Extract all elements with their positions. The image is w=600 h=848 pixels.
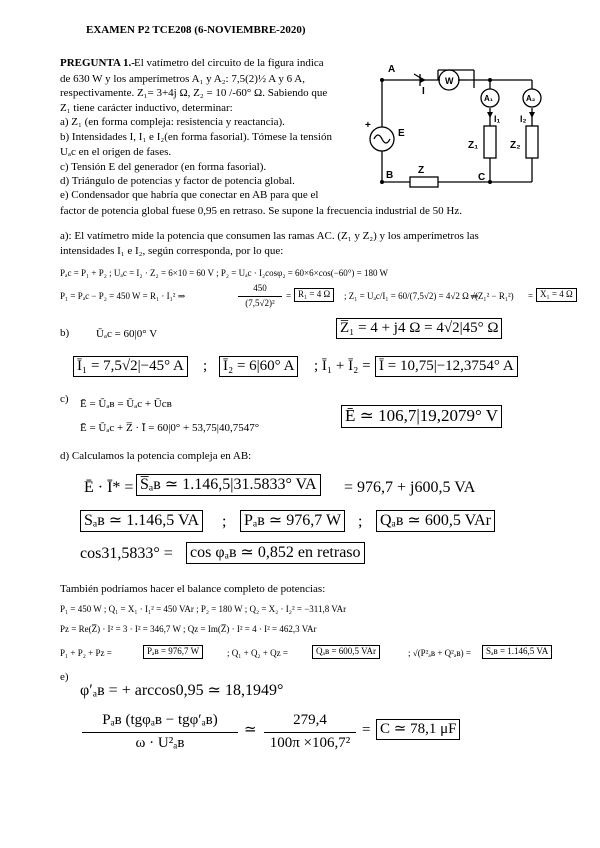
node-b-label: B xyxy=(386,170,394,181)
b-uac: Ūₐc = 60|0° V xyxy=(96,328,158,340)
node-c-label: C xyxy=(478,172,486,183)
z1-impedance xyxy=(484,126,496,158)
question-line: b) Intensidades I, I₁ e I₂(en forma fasorial). Tómese la tensión xyxy=(60,131,332,143)
e-den2: 100π ×106,7² xyxy=(269,735,351,751)
b-i1-result: Ī₁ = 7,5√2|−45° A xyxy=(73,356,188,377)
e-fraction-line-1 xyxy=(82,732,238,733)
d-balance-line-2: Pᴢ = Re(Z̅) · I² = 3 · I² = 346,7 W ; Qᴢ = Im(Z̅) · I² = 4 · I² = 462,3 VAr xyxy=(60,624,317,634)
current-i2-label: I₂ xyxy=(520,114,527,124)
a-equation-2: P₁ = Pₐc − P₂ = 450 W = R₁ · I₁² ⇒ xyxy=(60,291,186,301)
z2-impedance xyxy=(526,126,538,158)
a-equation-1: Pₐc = P₁ + P₂ ; Uₐc = I₂ · Z₂ = 6×10 = 60 V ; P₂ = Uₐc · I₂cosφ₂ = 60×6×cos(−60°) = 180 W xyxy=(60,268,389,278)
circuit-diagram xyxy=(362,56,552,196)
e-num: Pₐʙ (tgφₐʙ − tgφ′ₐʙ) xyxy=(102,712,218,728)
ammeter-2-label: A₂ xyxy=(526,94,536,103)
question-line: d) Triángulo de potencias y factor de potencia global. xyxy=(60,175,295,187)
current-i-label: I xyxy=(422,86,425,97)
b-i2-result: Ī₂ = 6|60° A xyxy=(219,356,298,377)
d-pab-result: Pₐʙ ≃ 976,7 W xyxy=(240,510,345,532)
z2-label: Z₂ xyxy=(510,140,521,151)
d-cos-lhs: cos31,5833° = xyxy=(80,545,173,562)
b-sum: ; Ī₁ + Ī₂ = xyxy=(314,358,371,374)
b-separator: ; xyxy=(203,358,208,374)
d-balance-sum-q: ; Q₁ + Q₂ + Qᴢ = xyxy=(227,648,288,658)
d-balance-line-1: P₁ = 450 W ; Q₁ = X₁ · I₁² = 450 VAr ; P₂ = 180 W ; Q₂ = X₂ · I₂² = −311,8 VAr xyxy=(60,604,347,614)
source-plus-label: + xyxy=(365,120,371,131)
question-line: a) Z₁ (en forma compleja: resistencia y reactancia). xyxy=(60,116,285,128)
question-line: respectivamente. Z₁= 3+4j Ω, Z₂ = 10 /-60° Ω. Sabiendo que xyxy=(60,87,328,99)
a-x1-expression: √(Z₁² − R₁²) xyxy=(470,291,514,301)
current-i1-label: I₁ xyxy=(494,114,501,124)
z1-label: Z₁ xyxy=(468,140,479,151)
e-label: e) xyxy=(60,671,69,683)
a-intro-line: intensidades I₁ e I₂, según corresponda, por lo que: xyxy=(60,245,284,257)
e-approx: ≃ xyxy=(244,722,257,738)
e-phi-prime: φ′ₐʙ = + arccos0,95 ≃ 18,1949° xyxy=(80,682,284,699)
question-line: c) Tensión E del generador (en forma fasorial). xyxy=(60,161,267,173)
b-label: b) xyxy=(60,327,70,339)
node-a-label: A xyxy=(388,64,396,75)
c-equation-2: Ē = Ūₐc + Z̅ · Ī = 60|0° + 53,75|40,7547° xyxy=(80,422,260,434)
question-line: Uₐc en el origen de fases. xyxy=(60,146,172,158)
d-eq-lhs: Ē · Ī* = xyxy=(84,479,134,496)
d-qab-result: Qₐʙ ≃ 600,5 VAr xyxy=(376,510,495,532)
e-capacitor-result: C ≃ 78,1 μF xyxy=(376,719,460,740)
exam-page: EXAMEN P2 TCE208 (6-NOVIEMBRE-2020) PREGUNTA 1.- El vatímetro del circuito de la figura indica de 630 W y los amperímetros A₁ y A₂: 7,5(2)½ A y 6 A, respectivamente. Z₁= 3+4j Ω, Z₂ = 10 /-60° Ω. Sabiendo que Z₁ tiene carácter inductivo, determinar: a) Z₁ (en forma compleja: resistencia y reactancia). b) Intensidades I, I₁ e I₂(en forma fasorial). Tómese la tensión Uₐc en el origen de fases. c) Tensión E del generador (en forma fasorial). d) Triángulo de potencias y factor de potencia global. e) Condensador que habría que conectar en AB para que el factor de potencia global fuese 0,95 en retraso. Se supone la frecuencia industrial de 50 Hz. A I W A₁ A₂ I₁ I₂ Z₁ Z₂ Z E + B C a): El vatímetro mide la potencia que consumen las ramas AC. (Z₁ y Z₂) y los amperímetros las intensidades I₁ e I₂, según corresponda, por lo que: Pₐc = P₁ + P₂ ; Uₐc = I₂ · Z₂ = 6×10 = 60 V ; P₂ = Uₐc · I₂cosφ₂ = 60×6×cos(−60°) = 180 W P₁ = Pₐc − P₂ = 450 W = R₁ · I₁² ⇒ 450 (7,5√2)² = R₁ = 4 Ω ; Z₁ = Uₐc/I₁ = 60/(7,5√2) = 4√2 Ω ⇒ √(Z₁² − R₁²) = X₁ = 4 Ω b) Ūₐc = 60|0° V Z̅₁ = 4 + j4 Ω = 4√2|45° Ω Ī₁ = 7,5√2|−45° A ; Ī₂ = 6|60° A ; Ī₁ + Ī₂ = Ī = 10,75|−12,3754° A c) Ē = Ūₐʙ = Ūₐc + Ūcʙ Ē = Ūₐc + Z̅ · Ī = 60|0° + 53,75|40,7547° Ē ≃ 106,7|19,2079° V d) Calculamos la potencia compleja en AB: Ē · Ī* = S̅ₐʙ ≃ 1.146,5|31.5833° VA = 976,7 + j600,5 VA Sₐʙ ≃ 1.146,5 VA ; Pₐʙ ≃ 976,7 W ; Qₐʙ ≃ 600,5 VAr cos31,5833° = cos φₐʙ ≃ 0,852 en retraso También podríamos hacer el balance completo de potencias: P₁ = 450 W ; Q₁ = X₁ · I₁² = 450 VAr ; P₂ = 180 W ; Q₂ = X₂ · I₂² = −311,8 VAr Pᴢ = Re(Z̅) · I² = 3 · I² = 346,7 W ; Qᴢ = Im(Z̅) · I² = 4 · I² = 462,3 VAr P₁ + P₂ + Pᴢ = Pₐʙ = 976,7 W ; Q₁ + Q₂ + Qᴢ = Qₐʙ = 600,5 VAr ; √(P²ₐʙ + Q²ₐʙ) = Sₐʙ = 1.146,5 VA e) φ′ₐʙ = + arccos0,95 ≃ 18,1949° Pₐʙ (tgφₐʙ − tgφ′ₐʙ) ω · U²ₐʙ ≃ 279,4 100π ×106,7² = C ≃ 78,1 μF xyxy=(0,0,600,848)
a-fraction-denominator: (7,5√2)² xyxy=(245,298,275,308)
c-e-result: Ē ≃ 106,7|19,2079° V xyxy=(341,405,502,428)
d-balance-sab: Sₐʙ = 1.146,5 VA xyxy=(482,645,552,659)
d-intro: d) Calculamos la potencia compleja en AB: xyxy=(60,450,252,462)
question-line: factor de potencia global fuese 0,95 en retraso. Se supone la frecuencia industrial de 50 Hz. xyxy=(60,205,462,217)
d-sab-result: Sₐʙ ≃ 1.146,5 VA xyxy=(80,510,203,532)
a-fraction-line xyxy=(238,296,282,297)
a-fraction-numerator: 450 xyxy=(253,283,267,293)
d-balance-sum-s: ; √(P²ₐʙ + Q²ₐʙ) = xyxy=(408,648,471,658)
exam-title: EXAMEN P2 TCE208 (6-NOVIEMBRE-2020) xyxy=(86,24,306,36)
wattmeter-label: W xyxy=(445,76,454,86)
d-balance-sum-p: P₁ + P₂ + Pᴢ = xyxy=(60,648,112,658)
d-balance-pab: Pₐʙ = 976,7 W xyxy=(143,645,203,659)
question-label: PREGUNTA 1.- xyxy=(60,57,135,69)
d-sab-complex: S̅ₐʙ ≃ 1.146,5|31.5833° VA xyxy=(136,474,321,496)
source-e-label: E xyxy=(398,128,405,139)
question-line: e) Condensador que habría que conectar en AB para que el xyxy=(60,189,319,201)
d-balance-intro: También podríamos hacer el balance completo de potencias: xyxy=(60,583,326,595)
z-impedance xyxy=(410,177,438,187)
a-intro-line: a): El vatímetro mide la potencia que consumen las ramas AC. (Z₁ y Z₂) y los amperímetros las xyxy=(60,230,479,242)
c-equation-1: Ē = Ūₐʙ = Ūₐc + Ūcʙ xyxy=(80,398,172,410)
e-fraction-line-2 xyxy=(264,732,356,733)
c-label: c) xyxy=(60,393,69,405)
z-label: Z xyxy=(418,165,425,176)
e-equals: = xyxy=(362,722,371,738)
a-x1-result: X₁ = 4 Ω xyxy=(536,288,577,302)
a-z1-magnitude: ; Z₁ = Uₐc/I₁ = 60/(7,5√2) = 4√2 Ω ⇒ xyxy=(344,291,479,301)
e-num2: 279,4 xyxy=(293,712,327,728)
b-i-result: Ī = 10,75|−12,3754° A xyxy=(375,356,518,377)
d-balance-qab: Qₐʙ = 600,5 VAr xyxy=(312,645,380,659)
e-den: ω · U²ₐʙ xyxy=(135,735,185,751)
b-z1-result: Z̅₁ = 4 + j4 Ω = 4√2|45° Ω xyxy=(336,318,502,339)
question-line: Z₁ tiene carácter inductivo, determinar: xyxy=(60,102,233,114)
d-rectangular: = 976,7 + j600,5 VA xyxy=(344,479,476,496)
question-line: de 630 W y los amperímetros A₁ y A₂: 7,5(2)½ A y 6 A, xyxy=(60,73,305,85)
question-line: El vatímetro del circuito de la figura indica xyxy=(134,57,324,69)
ammeter-1-label: A₁ xyxy=(484,94,494,103)
a-r1-result: R₁ = 4 Ω xyxy=(294,288,334,302)
d-power-factor: cos φₐʙ ≃ 0,852 en retraso xyxy=(186,542,365,564)
